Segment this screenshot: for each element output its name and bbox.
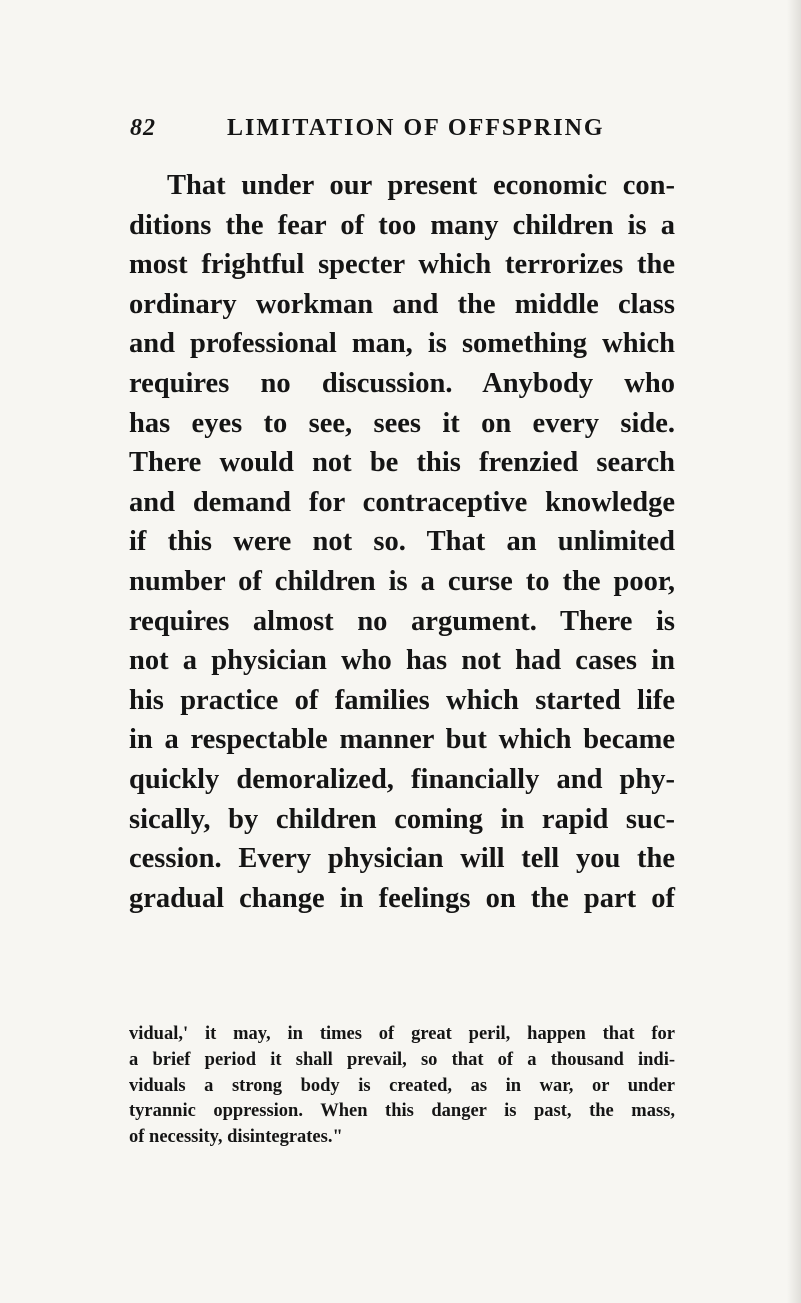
running-head <box>130 115 680 145</box>
body-line: ditions the fear of too many children is a <box>129 209 675 241</box>
page-edge-shadow <box>787 0 801 1303</box>
body-line: cession. Every physician will tell you the <box>129 843 675 875</box>
footnote-line: tyrannic oppression. When this danger is past, the mass, <box>129 1101 675 1122</box>
body-paragraph <box>129 166 675 918</box>
footnote-line: of necessity, disintegrates." <box>129 1127 343 1148</box>
body-line: sically, by children coming in rapid suc- <box>129 803 675 835</box>
footnote-line: viduals a strong body is created, as in war, or under <box>129 1075 675 1096</box>
body-line: in a respectable manner but which became <box>129 724 675 756</box>
body-line: most frightful specter which terrorizes the <box>129 249 675 281</box>
body-line: ordinary workman and the middle class <box>129 288 675 320</box>
body-line: That under our present economic con- <box>167 170 675 201</box>
body-line: and professional man, is something which <box>129 328 675 360</box>
running-title: LIMITATION OF OFFSPRING <box>227 115 605 141</box>
body-line: has eyes to see, sees it on every side. <box>129 407 675 439</box>
body-line: and demand for contraceptive knowledge <box>129 486 675 518</box>
footnote <box>129 1022 675 1151</box>
footnote-line: a brief period it shall prevail, so that of a thousand indi- <box>129 1049 675 1070</box>
body-line: requires no discussion. Anybody who <box>129 367 675 399</box>
body-line: number of children is a curse to the poor, <box>129 565 675 597</box>
body-line: requires almost no argument. There is <box>129 605 675 637</box>
page-number: 82 <box>130 115 156 141</box>
body-line: if this were not so. That an unlimited <box>129 526 675 558</box>
footnote-line: vidual,' it may, in times of great peril, happen that for <box>129 1024 675 1044</box>
body-line: gradual change in feelings on the part of <box>129 882 675 914</box>
body-line: his practice of families which started life <box>129 684 675 716</box>
body-line: quickly demoralized, financially and phy- <box>129 763 675 795</box>
body-line: not a physician who has not had cases in <box>129 645 675 677</box>
body-line: There would not be this frenzied search <box>129 447 675 479</box>
